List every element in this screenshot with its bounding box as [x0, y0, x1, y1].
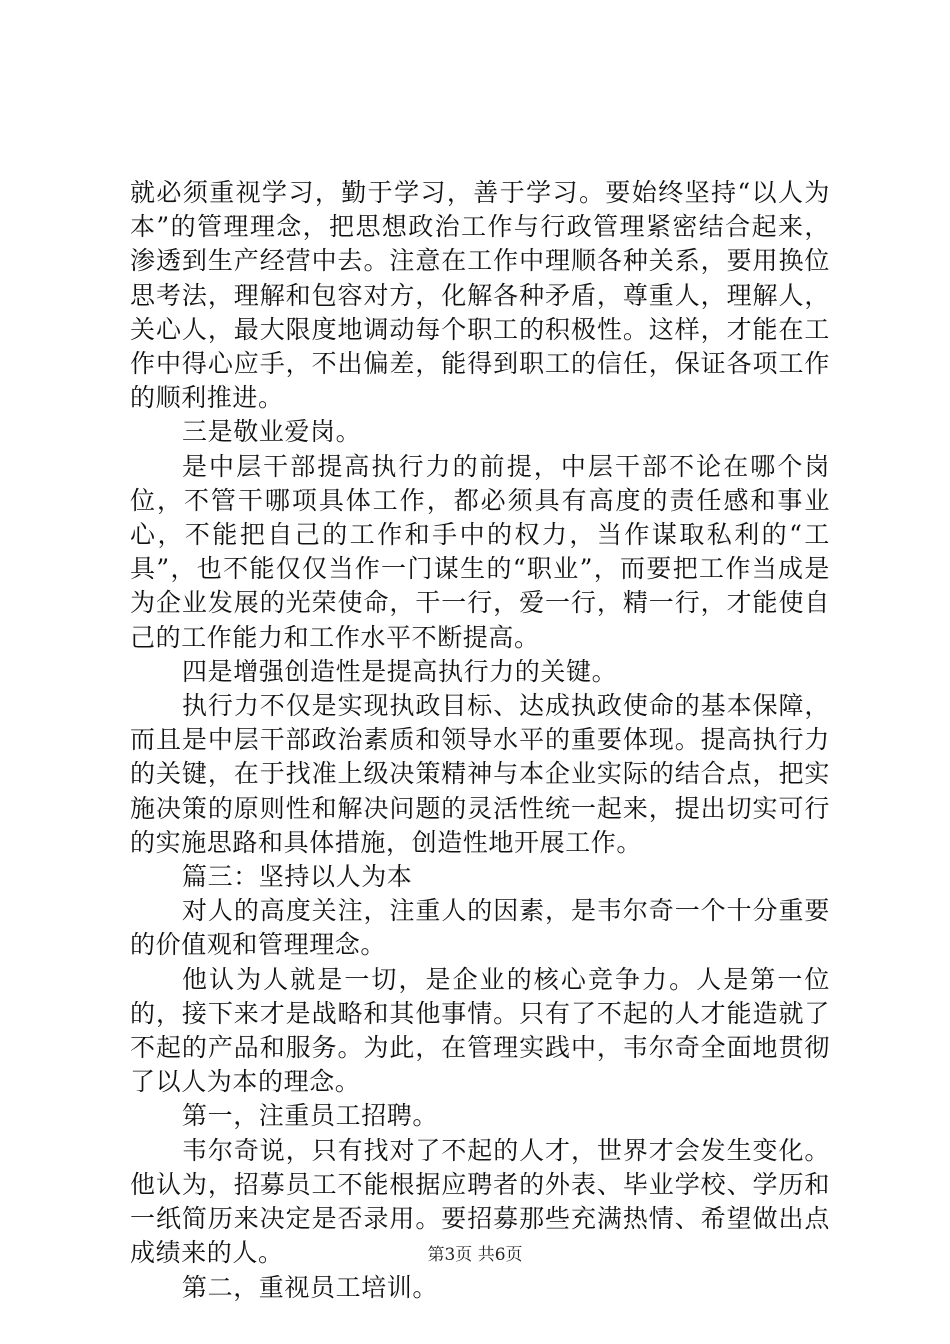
paragraph-continuation: 就必须重视学习，勤于学习，善于学习。要始终坚持“以人为本”的管理理念，把思想政治工作与行政管理紧密结合起来，渗透到生产经营中去。注意在工作中理顺各种关系，要用换位思考法，理解和包容对方，化解各种矛盾，尊重人，理解人，关心人，最大限度地调动每个职工的积极性。这样，才能在工作中得心应手，不出偏差，能得到职工的信任，保证各项工作的顺利推进。	[130, 178, 830, 413]
paragraph: 是中层干部提高执行力的前提，中层干部不论在哪个岗位，不管干哪项具体工作，都必须具有高度的责任感和事业心，不能把自己的工作和手中的权力，当作谋取私利的“工具”，也不能仅仅当作一门谋生的“职业”，而要把工作当成是为企业发展的光荣使命，干一行，爱一行，精一行，才能使自己的工作能力和工作水平不断提高。	[130, 451, 830, 652]
page-number: 第3页 共6页	[427, 1245, 523, 1265]
document-body	[130, 176, 830, 1305]
chapter-heading: 篇三：坚持以人为本	[182, 862, 413, 892]
section-heading-creativity: 四是增强创造性是提高执行力的关键。	[182, 656, 618, 686]
section-heading-training: 第二，重视员工培训。	[182, 1272, 439, 1302]
paragraph: 韦尔奇说，只有找对了不起的人才，世界才会发生变化。他认为，招募员工不能根据应聘者的外表、毕业学校、学历和一纸简历来决定是否录用。要招募那些充满热情、希望做出点成绩来的人。	[130, 1135, 830, 1268]
page-footer	[0, 1244, 950, 1266]
paragraph: 对人的高度关注，注重人的因素，是韦尔奇一个十分重要的价值观和管理理念。	[130, 896, 830, 960]
section-heading-dedication: 三是敬业爱岗。	[182, 417, 362, 447]
section-heading-recruitment: 第一，注重员工招聘。	[182, 1101, 439, 1131]
paragraph: 他认为人就是一切，是企业的核心竞争力。人是第一位的，接下来才是战略和其他事情。只有了不起的人才能造就了不起的产品和服务。为此，在管理实践中，韦尔奇全面地贯彻了以人为本的理念。	[130, 964, 830, 1097]
paragraph: 执行力不仅是实现执政目标、达成执政使命的基本保障，而且是中层干部政治素质和领导水平的重要体现。提高执行力的关键，在于找准上级决策精神与本企业实际的结合点，把实施决策的原则性和解决问题的灵活性统一起来，提出切实可行的实施思路和具体措施，创造性地开展工作。	[130, 691, 830, 857]
